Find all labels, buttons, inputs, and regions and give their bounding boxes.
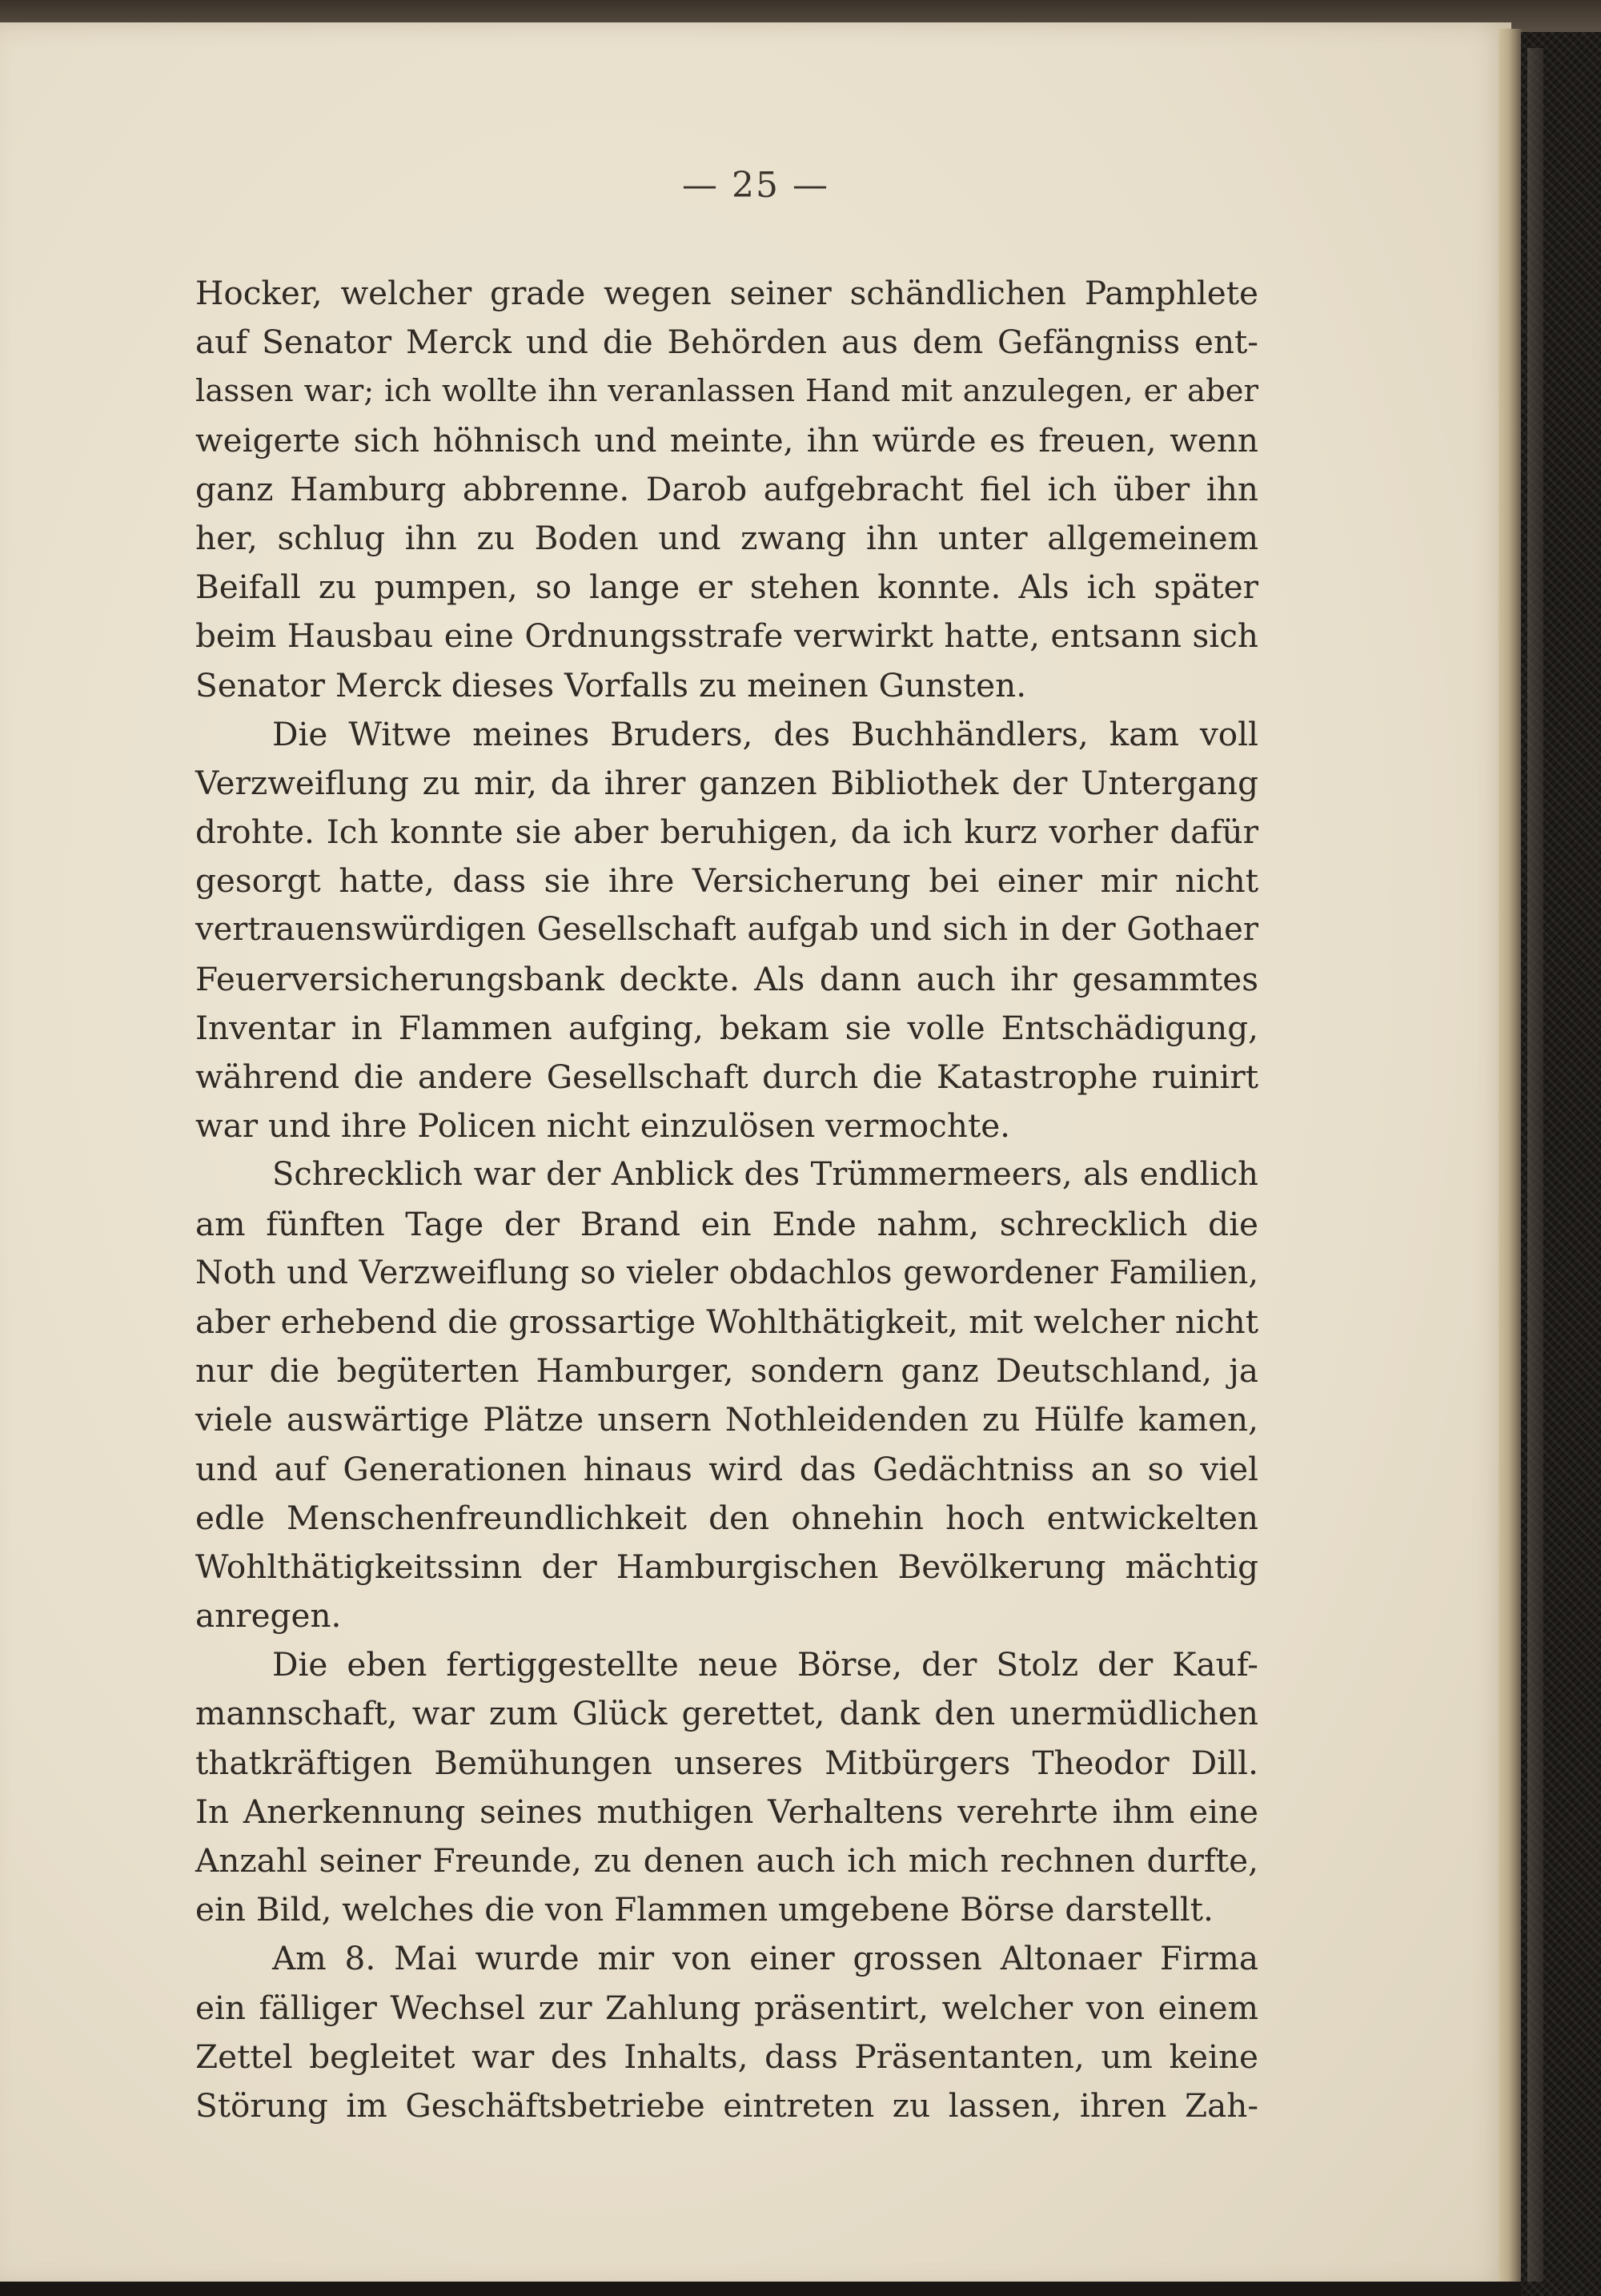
text-line: Hocker, welcher grade wegen seiner schändlichen Pamphlete <box>195 274 1258 312</box>
text-line: Feuerversicherungsbank deckte. Als dann auch ihr gesammtes <box>195 959 1258 998</box>
text-line: Wohlthätigkeitssinn der Hamburgischen Bevölkerung mächtig <box>195 1547 1258 1586</box>
text-line: aber erhebend die grossartige Wohlthätigkeit, mit welcher nicht <box>195 1302 1258 1341</box>
text-line: und auf Generationen hinaus wird das Gedächtniss an so viel <box>195 1449 1258 1488</box>
text-line: mannschaft, war zum Glück gerettet, dank den unermüdlichen <box>195 1694 1258 1733</box>
text-line: Die eben fertiggestellte neue Börse, der Stolz der Kauf- <box>272 1645 1258 1684</box>
text-line: Störung im Geschäftsbetriebe eintreten zu lassen, ihren Zah- <box>195 2085 1258 2125</box>
text-line: Zettel begleitet war des Inhalts, dass Präsentanten, um keine <box>195 2037 1258 2076</box>
text-line: Senator Merck dieses Vorfalls zu meinen Gunsten. <box>195 665 1027 704</box>
text-line: Verzweiflung zu mir, da ihrer ganzen Bibliothek der Untergang <box>195 763 1258 802</box>
body-text <box>195 269 1258 2130</box>
text-line: In Anerkennung seines muthigen Verhaltens verehrte ihm eine <box>195 1792 1258 1831</box>
text-line: vertrauenswürdigen Gesellschaft aufgab und sich in der Gothaer <box>195 911 1258 949</box>
text-line: Inventar in Flammen aufging, bekam sie volle Entschädigung, <box>195 1008 1258 1047</box>
text-line: beim Hausbau eine Ordnungsstrafe verwirkt hatte, entsann sich <box>195 616 1258 656</box>
text-line: Noth und Verzweiflung so vieler obdachlos gewordener Familien, <box>195 1254 1258 1291</box>
binding-edge <box>1527 48 1543 2282</box>
text-line: Schrecklich war der Anblick des Trümmermeers, als endlich <box>272 1156 1258 1194</box>
text-line: nur die begüterten Hamburger, sondern ganz Deutschland, ja <box>195 1351 1258 1391</box>
text-line: lassen war; ich wollte ihn veranlassen Hand mit anzulegen, er aber <box>195 373 1258 410</box>
text-line: edle Menschenfreundlichkeit den ohnehin hoch entwickelten <box>195 1498 1258 1537</box>
text-line: Am 8. Mai wurde mir von einer grossen Altonaer Firma <box>272 1939 1258 1978</box>
text-line: thatkräftigen Bemühungen unseres Mitbürgers Theodor Dill. <box>195 1743 1258 1782</box>
text-line: gesorgt hatte, dass sie ihre Versicherung bei einer mir nicht <box>195 861 1258 901</box>
text-line: drohte. Ich konnte sie aber beruhigen, da ich kurz vorher dafür <box>195 813 1258 852</box>
text-line: ein Bild, welches die von Flammen umgebene Börse darstellt. <box>195 1890 1214 1929</box>
text-line: viele auswärtige Plätze unsern Nothleidenden zu Hülfe kamen, <box>195 1400 1258 1439</box>
text-line: anregen. <box>195 1596 342 1636</box>
scan-background-bottom <box>0 2282 1521 2296</box>
text-line: war und ihre Policen nicht einzulösen vermochte. <box>195 1106 1011 1146</box>
text-line: ganz Hamburg abbrenne. Darob aufgebracht fiel ich über ihn <box>195 469 1258 508</box>
text-line: ein fälliger Wechsel zur Zahlung präsentirt, welcher von einem <box>195 1988 1258 2027</box>
text-line: Anzahl seiner Freunde, zu denen auch ich mich rechnen durfte, <box>195 1841 1258 1880</box>
text-line: Die Witwe meines Bruders, des Buchhändlers, kam voll <box>272 714 1258 753</box>
text-line: auf Senator Merck und die Behörden aus dem Gefängniss ent- <box>195 323 1258 362</box>
text-line: weigerte sich höhnisch und meinte, ihn würde es freuen, wenn <box>195 420 1258 460</box>
page-stack-edge <box>1499 29 1523 2286</box>
text-line: während die andere Gesellschaft durch die Katastrophe ruinirt <box>195 1058 1258 1096</box>
text-line: her, schlug ihn zu Boden und zwang ihn unter allgemeinem <box>195 518 1258 557</box>
page-number: — 25 — <box>682 165 829 206</box>
text-line: Beifall zu pumpen, so lange er stehen konnte. Als ich später <box>195 568 1258 607</box>
text-line: am fünften Tage der Brand ein Ende nahm, schrecklich die <box>195 1204 1258 1243</box>
